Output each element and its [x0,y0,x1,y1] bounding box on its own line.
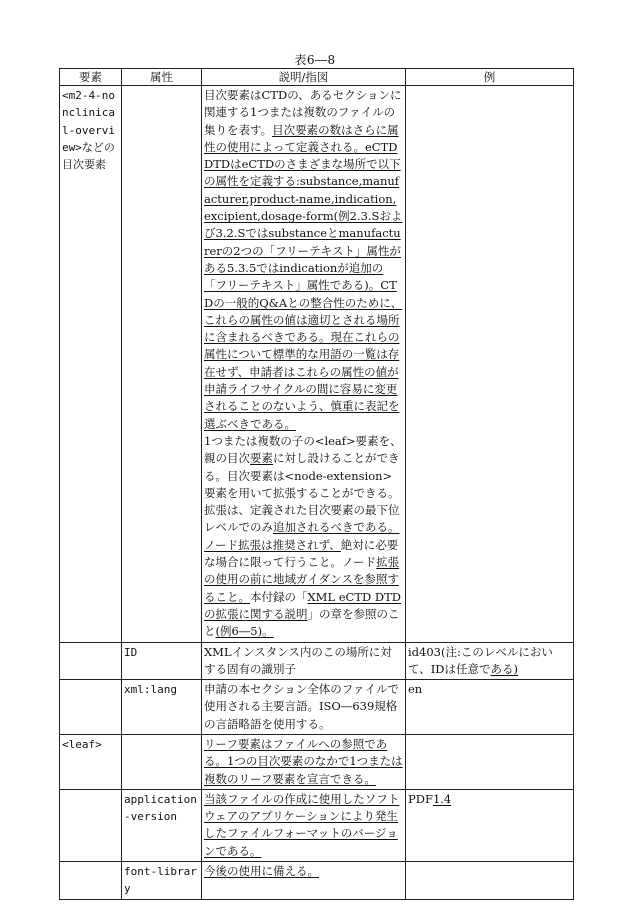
example-underlined-text: ある) [490,661,519,676]
description-underlined-text: 要素 [250,451,273,466]
header-attribute: 属性 [122,69,202,86]
description-underlined-text: (例6―5)。 [215,624,274,639]
cell-description: 当該ファイルの作成に使用したソフトウェアのアプリケーションにより発生したファイルフォーマットのバージョンである。 [202,789,406,861]
description-text: に対し設けることができる。目次要素は<node-extension>要素を用いて拡張することができる。拡張は、定義された目次要素の最下位レベルでのみ [204,451,400,535]
table-caption: 表6―8 [294,53,336,67]
cell-example [406,642,574,680]
header-description: 説明/指図 [202,69,406,86]
table-row [60,86,574,643]
cell-attribute: xml:lang [122,680,202,735]
table-row [60,862,574,900]
description-text: 絶対に必要な場合に限って行うこと。ノード [204,537,399,570]
cell-description: 今後の使用に備える。 [202,862,406,900]
description-text: 本付録の「 [250,589,308,604]
cell-attribute [122,86,202,643]
example-underlined-text: 1.4 [432,791,452,806]
example-text: PDF [408,791,433,806]
cell-attribute: ID [122,642,202,680]
cell-description [202,86,406,643]
cell-attribute [122,734,202,789]
table-row [60,642,574,680]
table-row [60,680,574,735]
table-row [60,789,574,861]
cell-example [406,862,574,900]
description-underlined-text: 目次要素の数はさらに属性の使用によって定義される。eCTD DTDはeCTDのさまざまな場所で以下の属性を定義する:substance,manufacturer,product-name,indication,excipient,dosage-form(例2.3.Sおよび3.2.Sではsubstanceとmanufacturerの2つの「フリーテキスト」属性がある5.3.5ではindicationが追加の「フリーテキスト」属性である)。CTDの一般的Q&Aとの整合性のために、これらの属性の値は適切とされる場所に含まれるべきである。現在これらの属性について標準的な用語の一覧は存在せず、申請者はこれらの属性の値が申請ライフサイクルの間に容易に変更されることのないよう、慎重に表記を選ぶべきである。 [204,122,403,431]
cell-example [406,86,574,643]
cell-example: en [406,680,574,735]
cell-element [60,680,122,735]
cell-element [60,642,122,680]
cell-element [60,862,122,900]
cell-attribute: font-library [122,862,202,900]
cell-description: リーフ要素はファイルへの参照である。1つの目次要素のなかで1つまたは複数のリーフ要素を宣言できる。 [202,734,406,789]
cell-description: 申請の本セクション全体のファイルで使用される主要言語。ISO―639規格の言語略語を使用する。 [202,680,406,735]
description-underlined-text: XML eCTD DTDの拡張に関する説明 [204,589,402,621]
cell-element: <m2-4-nonclinical-overview>などの目次要素 [60,86,122,643]
table-row [60,734,574,789]
description-text: 1つまたは複数の子の<leaf>要素を、親の目次 [204,433,402,466]
cell-example [406,789,574,861]
header-example: 例 [406,69,574,86]
description-text: 」の章を参照のこと [204,606,400,639]
example-text: id403(注:このレベルにおいて、IDは任意で [408,644,553,676]
cell-attribute: application-version [122,789,202,861]
description-text: 目次要素はCTDの、あるセクションに関連する1つまたは複数のファイルの集りを表す。 [204,88,402,137]
cell-description: XMLインスタンス内のこの場所に対する固有の識別子 [202,642,406,680]
spec-table [59,68,574,900]
table-header-row [60,69,574,86]
header-element: 要素 [60,69,122,86]
description-underlined-text: 拡張の使用の前に地域ガイダンスを参照すること。 [204,555,400,604]
cell-element [60,789,122,861]
description-underlined-text: 追加されるべきである。ノード拡張は推奨されず、 [204,520,400,552]
cell-example [406,734,574,789]
cell-element: <leaf> [60,734,122,789]
